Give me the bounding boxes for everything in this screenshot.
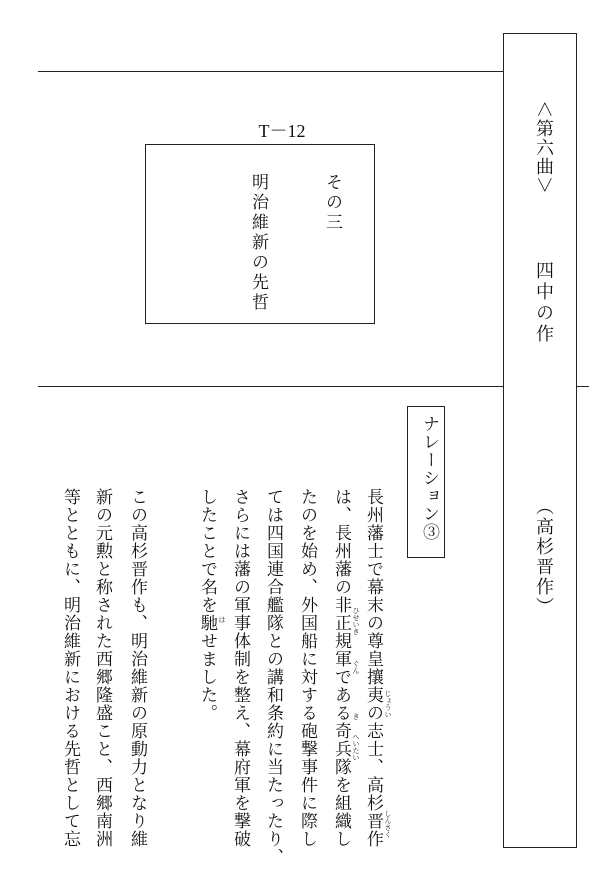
song-label: ＜第六曲＞ bbox=[533, 100, 554, 195]
body-line-4: ては四国連合艦隊との講和条約に当たったり、 bbox=[263, 488, 283, 866]
top-rule bbox=[38, 71, 503, 72]
song-title: 四中の作 bbox=[533, 261, 554, 345]
part-label: その三 bbox=[322, 173, 342, 233]
ruby-ki: き bbox=[352, 713, 360, 720]
chapter-title: 明治維新の先哲 bbox=[248, 173, 268, 313]
ruby-joui: じょうい bbox=[384, 690, 392, 718]
title-box bbox=[145, 144, 375, 324]
header-sidebar bbox=[503, 33, 577, 848]
ruby-ha: は bbox=[218, 616, 226, 623]
ruby-hiseiki: ひせいき bbox=[352, 607, 360, 635]
body-line-1: 長州藩士で幕末の尊皇攘夷の志士、高杉晋作 bbox=[363, 488, 383, 848]
body-line-6: したことで名を馳せました。 bbox=[197, 488, 217, 722]
narration-label-box bbox=[407, 406, 445, 558]
author-name: （高杉晋作） bbox=[533, 497, 554, 617]
body-line-3: たのを始め、外国船に対する砲撃事件に際し bbox=[297, 488, 317, 848]
ruby-heitai: へいたい bbox=[352, 733, 360, 761]
body-line-9: 等とともに、明治維新における先哲として忘 bbox=[60, 488, 80, 848]
middle-rule bbox=[38, 386, 503, 387]
body-line-8: 新の元勲と称された西郷隆盛こと、西郷南洲 bbox=[92, 488, 112, 848]
narration-label: ナレーション③ bbox=[419, 415, 439, 541]
body-line-5: さらには藩の軍事体制を整え、幕府軍を撃破 bbox=[230, 488, 250, 848]
ruby-shinsaku: しんさく bbox=[384, 810, 392, 838]
code-label: T－12 bbox=[258, 121, 306, 141]
body-line-2: は、長州藩の非正規軍である奇兵隊を組織し bbox=[331, 488, 351, 848]
body-line-7: この高杉晋作も、明治維新の原動力となり維 bbox=[127, 488, 147, 848]
middle-rule-right bbox=[577, 386, 589, 387]
ruby-gun: ぐん bbox=[352, 660, 360, 674]
